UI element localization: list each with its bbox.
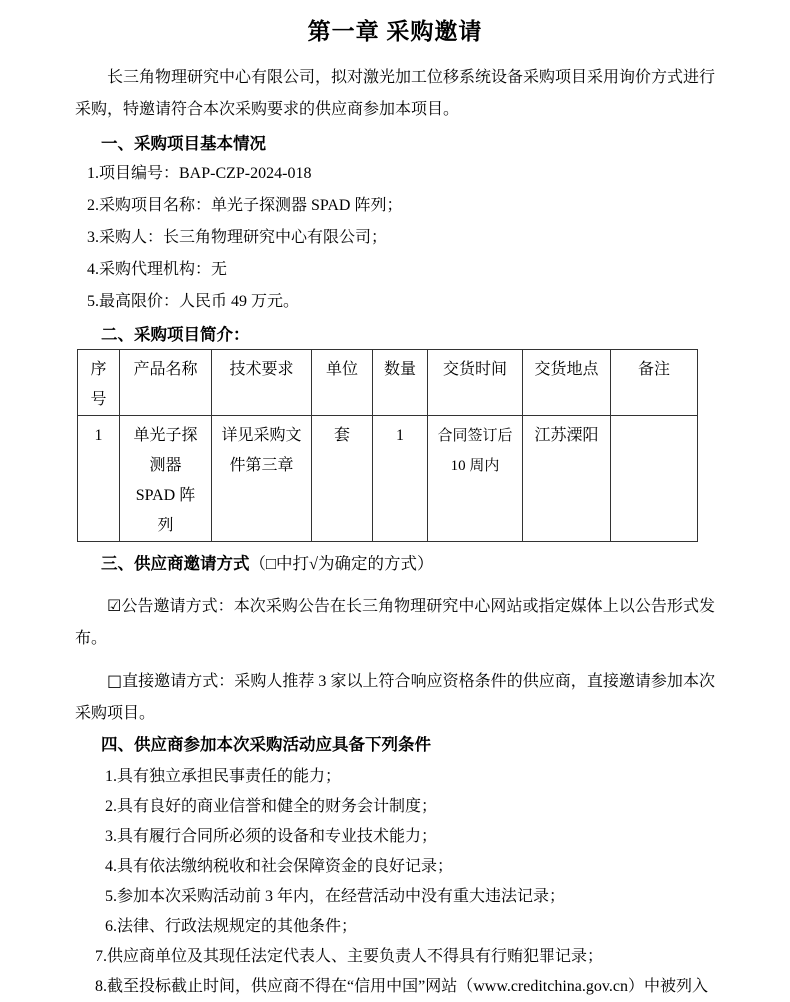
column-header-product: 产品名称 bbox=[120, 350, 212, 416]
section1-item-list bbox=[75, 158, 715, 318]
cell-delivery-place: 江苏溧阳 bbox=[523, 416, 611, 542]
page-title: 第一章 采购邀请 bbox=[307, 19, 483, 44]
checkbox-checked-icon: ☑ bbox=[107, 596, 122, 615]
column-header-unit: 单位 bbox=[312, 350, 373, 416]
list-item: 1.项目编号：BAP-CZP-2024-018 bbox=[87, 165, 312, 182]
list-item: 8.截至投标截止时间，供应商不得在“信用中国”网站（www.creditchina.gov.cn）中被列入 bbox=[95, 978, 708, 995]
list-item: 2.具有良好的商业信誉和健全的财务会计制度； bbox=[105, 798, 438, 815]
column-header-delivery-place: 交货地点 bbox=[523, 350, 611, 416]
section1-heading: 一、采购项目基本情况 bbox=[101, 134, 266, 153]
column-header-remark: 备注 bbox=[611, 350, 698, 416]
section3-heading bbox=[101, 552, 715, 576]
section3-heading-note: （□中打√为确定的方式） bbox=[249, 554, 434, 573]
section3-heading-bold: 三、供应商邀请方式 bbox=[101, 554, 250, 573]
list-item: 3.采购人：长三角物理研究中心有限公司； bbox=[87, 229, 388, 246]
table-row bbox=[78, 416, 698, 542]
list-item: 5.参加本次采购活动前 3 年内，在经营活动中没有重大违法记录； bbox=[105, 888, 566, 905]
list-item: 6.法律、行政法规规定的其他条件； bbox=[105, 918, 358, 935]
section2-heading: 二、采购项目简介： bbox=[101, 325, 250, 344]
list-item: 4.采购代理机构：无 bbox=[87, 261, 228, 278]
cell-delivery-time: 合同签订后 10 周内 bbox=[428, 416, 523, 542]
procurement-table bbox=[77, 349, 698, 542]
list-item: 5.最高限价：人民币 49 万元。 bbox=[87, 293, 300, 310]
column-header-no: 序号 bbox=[78, 350, 120, 416]
checkbox-unchecked-icon: □ bbox=[107, 671, 123, 690]
intro-paragraph: 长三角物理研究中心有限公司，拟对激光加工位移系统设备采购项目采用询价方式进行采购，特邀请符合本次采购要求的供应商参加本项目。 bbox=[75, 69, 716, 118]
list-item: 3.具有履行合同所必须的设备和专业技术能力； bbox=[105, 828, 438, 845]
list-item: 7.供应商单位及其现任法定代表人、主要负责人不得具有行贿犯罪记录； bbox=[95, 948, 604, 965]
cell-no: 1 bbox=[78, 416, 120, 542]
cell-unit: 套 bbox=[312, 416, 373, 542]
cell-qty: 1 bbox=[373, 416, 428, 542]
list-item: 2.采购项目名称：单光子探测器 SPAD 阵列； bbox=[87, 197, 403, 214]
column-header-qty: 数量 bbox=[373, 350, 428, 416]
list-item: 4.具有依法缴纳税收和社会保障资金的良好记录； bbox=[105, 858, 454, 875]
table-header-row bbox=[78, 350, 698, 416]
invite-option-text: 公告邀请方式：本次采购公告在长三角物理研究中心网站或指定媒体上以公告形式发布。 bbox=[75, 598, 715, 647]
list-item: 1.具有独立承担民事责任的能力； bbox=[105, 768, 342, 785]
section4-condition-list bbox=[75, 762, 715, 1002]
invite-option-announcement bbox=[75, 590, 715, 655]
column-header-tech: 技术要求 bbox=[212, 350, 312, 416]
cell-tech: 详见采购文件第三章 bbox=[212, 416, 312, 542]
column-header-delivery-time: 交货时间 bbox=[428, 350, 523, 416]
cell-remark bbox=[611, 416, 698, 542]
invite-option-direct bbox=[75, 665, 715, 730]
invite-option-text: 直接邀请方式：采购人推荐 3 家以上符合响应资格条件的供应商，直接邀请参加本次采购项目。 bbox=[75, 673, 715, 722]
section4-heading: 四、供应商参加本次采购活动应具备下列条件 bbox=[101, 735, 431, 754]
cell-product: 单光子探测器 SPAD 阵列 bbox=[120, 416, 212, 542]
